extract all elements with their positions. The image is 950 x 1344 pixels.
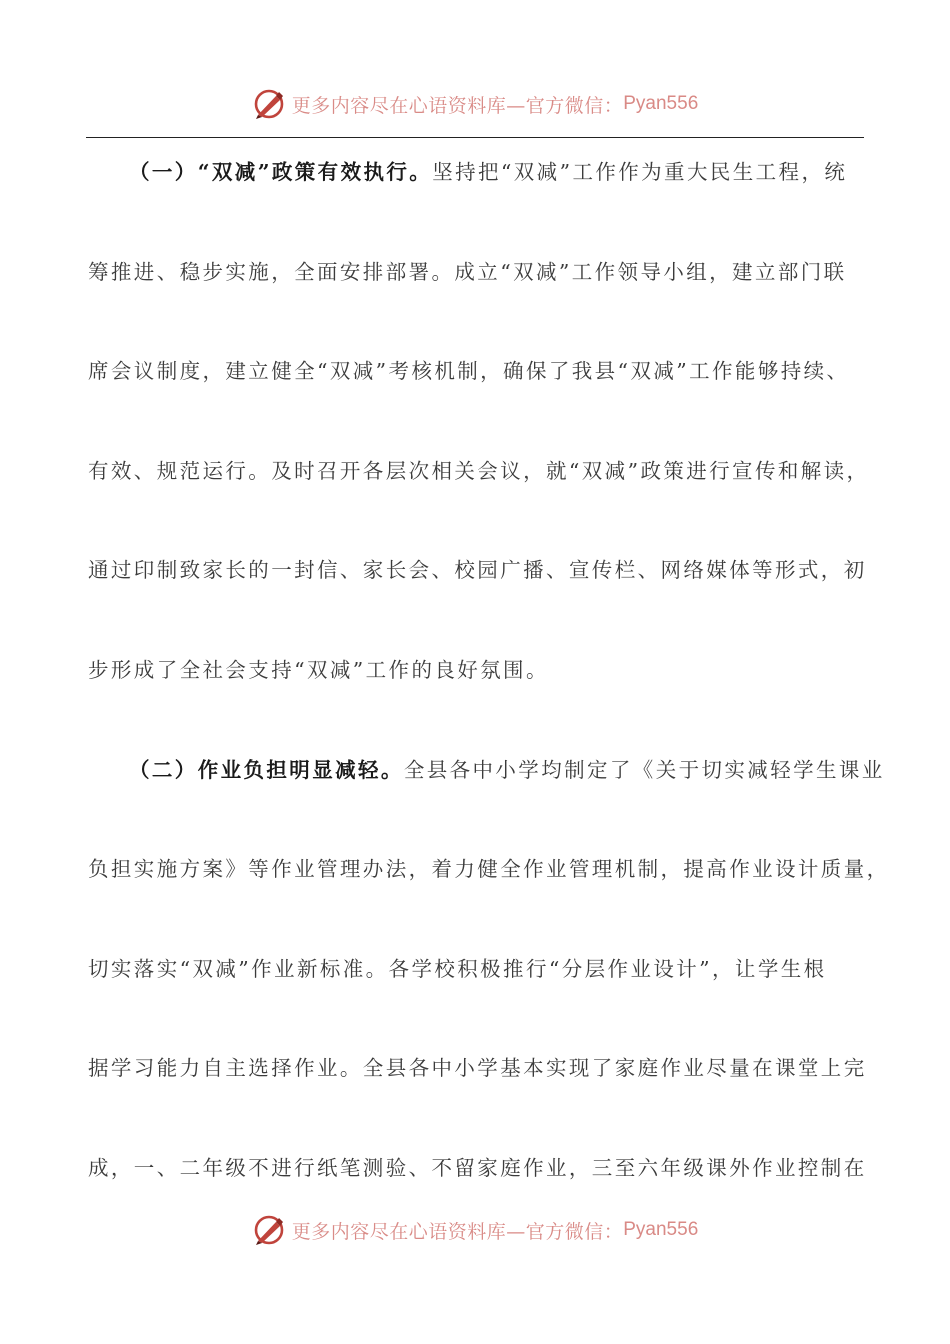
- paragraph-1-line-6: 步形成了全社会支持“双减”工作的良好氛围。: [88, 657, 549, 682]
- section-1-text: 坚持把“双减”工作作为重大民生工程，统: [432, 160, 848, 184]
- paragraph-1-line-2: 筹推进、稳步实施，全面安排部署。成立“双减”工作领导小组，建立部门联: [88, 259, 847, 284]
- paragraph-1-line-3: 席会议制度，建立健全“双减”考核机制，确保了我县“双减”工作能够持续、: [88, 359, 850, 384]
- paragraph-2-line-5: 成，一、二年级不进行纸笔测验、不留家庭作业，三至六年级课外作业控制在: [88, 1155, 867, 1180]
- pen-logo-icon: [252, 1213, 286, 1247]
- paragraph-1-line-5: 通过印制致家长的一封信、家长会、校园广播、宣传栏、网络媒体等形式，初: [88, 558, 867, 583]
- paragraph-1-line-1: [88, 150, 864, 250]
- header-watermark-text: 更多内容尽在心语资料库—官方微信：: [291, 94, 624, 117]
- paragraph-2-line-3: 切实落实“双减”作业新标准。各学校积极推行“分层作业设计”，让学生根: [88, 956, 827, 981]
- section-1-heading: （一）“双减”政策有效执行。: [129, 160, 433, 184]
- footer-watermark-text: 更多内容尽在心语资料库—官方微信：: [291, 1220, 624, 1243]
- footer-watermark-id: Pyan556: [623, 1219, 699, 1240]
- header-divider: [86, 137, 864, 138]
- paragraph-2-line-2: 负担实施方案》等作业管理办法，着力健全作业管理机制，提高作业设计质量，: [88, 857, 890, 882]
- paragraph-2-line-4: 据学习能力自主选择作业。全县各中小学基本实现了家庭作业尽量在课堂上完: [88, 1056, 867, 1081]
- pen-logo-icon: [252, 87, 286, 121]
- section-2-text: 全县各中小学均制定了《关于切实减轻学生课业: [403, 757, 885, 782]
- document-body: [88, 150, 890, 1246]
- footer-watermark: [0, 1210, 950, 1250]
- section-2-heading: （二）作业负担明显减轻。: [129, 757, 404, 782]
- paragraph-2-line-1: [88, 748, 885, 848]
- header-watermark-id: Pyan556: [623, 93, 699, 114]
- paragraph-1-line-4: 有效、规范运行。及时召开各层次相关会议，就“双减”政策进行宣传和解读，: [88, 458, 870, 483]
- header-watermark: [0, 84, 950, 124]
